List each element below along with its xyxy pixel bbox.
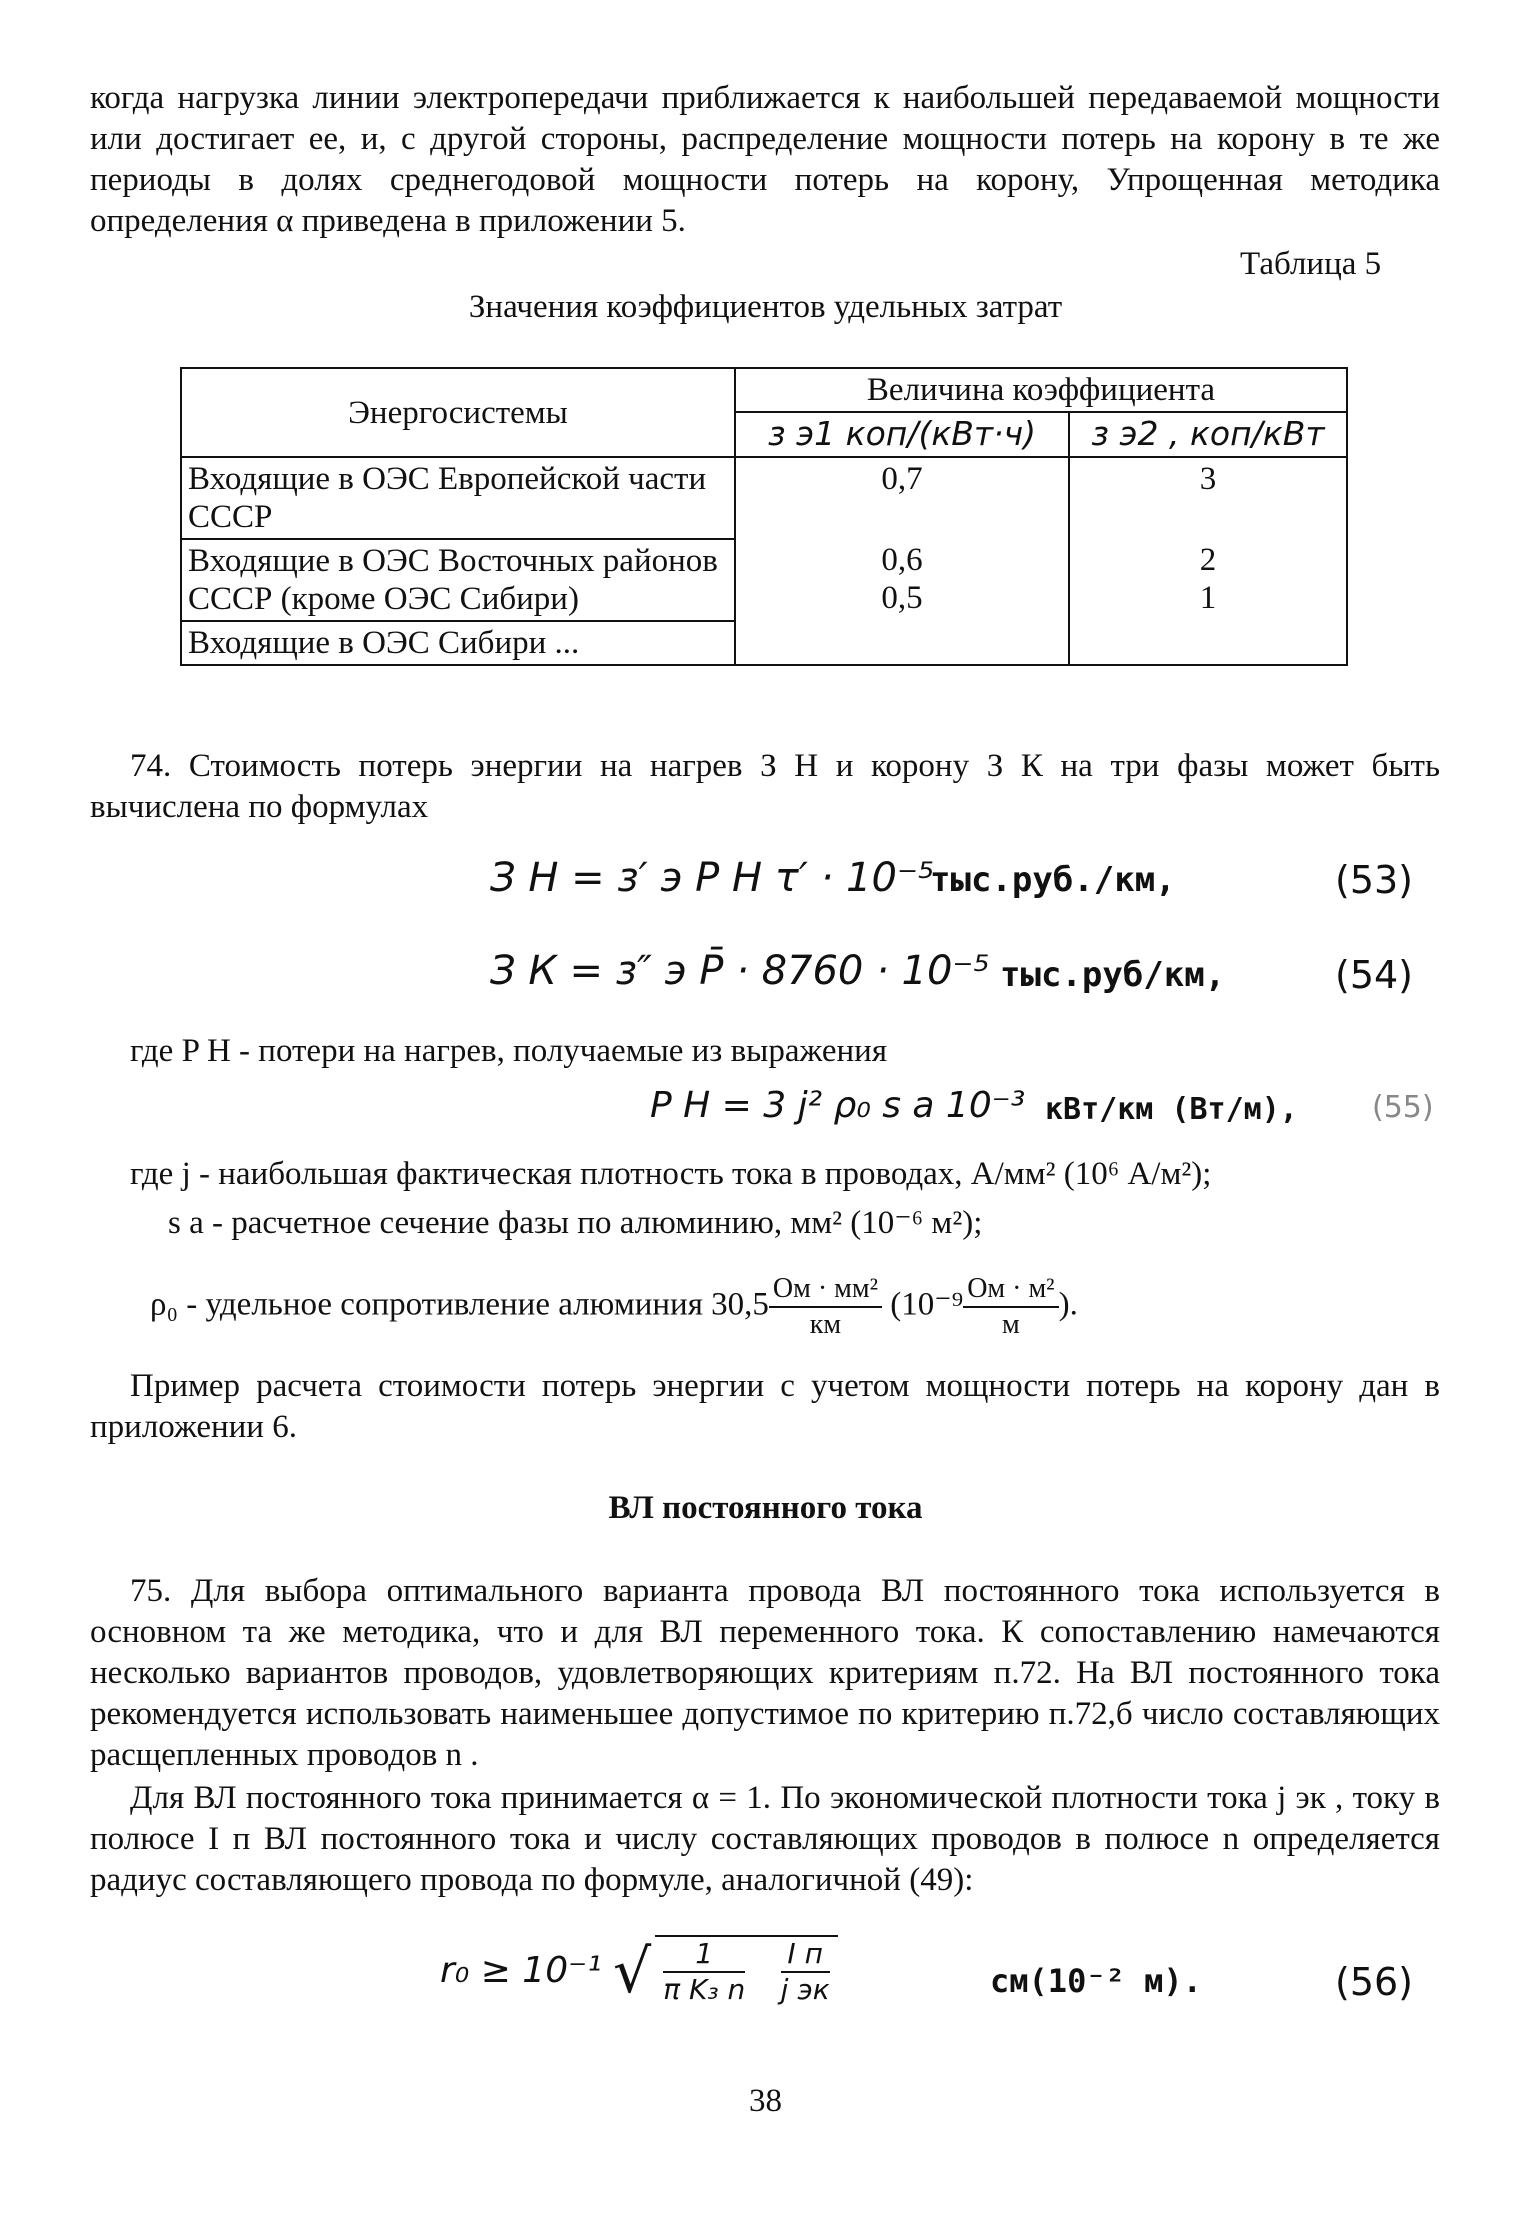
row-system-name: Входящие в ОЭС Европейской части СССР xyxy=(181,457,735,539)
formula-56-expr: r₀ ≥ 10⁻¹ √ $\frac{1}{\text{π K₃ n}}$ $\frac{\text{I п}}{\text{j эк}}$ xyxy=(440,1935,838,2007)
formula-55-unit: кВт/км (Вт/м), xyxy=(1045,1092,1298,1127)
paragraph-75: 75. Для выбора оптимального варианта провода ВЛ постоянного тока используется в основном та же методика, что и для ВЛ переменного тока. К сопоставлению намечаются несколько вариантов проводов, удовлетворяющих критериям п.72. На ВЛ постоянного тока рекомендуется использовать наименьшее допустимое по критерию п.72,б число составляющих расщепленных проводов n . xyxy=(90,1573,1440,1773)
def-j: где j - наибольшая фактическая плотность тока в проводах, А/мм² (10⁶ А/м²); xyxy=(130,1156,1212,1192)
row-z2-value-b: 1 xyxy=(1199,580,1217,616)
row-system-name: Входящие в ОЭС Восточных районов СССР (кроме ОЭС Сибири) xyxy=(181,539,735,621)
col-header-z2: з э2 , коп/кВт xyxy=(1069,412,1347,457)
formula-54-expr: З К = з″ э P̄ · 8760 · 10⁻⁵ xyxy=(490,948,990,994)
rho-fraction-1: $\frac{\text{Ом · мм²}}{км}$ xyxy=(769,1272,882,1342)
formula-56-radical: $\frac{1}{\text{π K₃ n}}$ $\frac{\text{I п}}{\text{j эк}}$ xyxy=(655,1935,837,2007)
col-header-systems: Энергосистемы xyxy=(181,368,735,457)
formula-53-unit: тыс.руб./км, xyxy=(930,860,1176,900)
table-row xyxy=(181,621,1347,665)
row-z1-value-b: 0,5 xyxy=(881,580,923,616)
example-paragraph: Пример расчета стоимости потерь энергии с учетом мощности потерь на корону дан в приложении 6. xyxy=(90,1368,1440,1445)
col-header-value: Величина коэффициента xyxy=(735,368,1347,412)
row-z2-value-a: 2 xyxy=(1199,542,1217,578)
intro-paragraph: когда нагрузка линии электропередачи приближается к наибольшей передаваемой мощности или достигает ее, и, с другой стороны, распределение мощности потерь на корону в те же периоды в долях среднегодовой мощности потерь на корону, Упрощенная методика определения α приведена в приложении 5. xyxy=(90,80,1440,239)
row-z1-value xyxy=(735,539,1069,621)
row-system-name: Входящие в ОЭС Сибири ... xyxy=(181,621,735,665)
formula-54-number: (54) xyxy=(1335,953,1414,997)
formula-53-number: (53) xyxy=(1335,858,1414,902)
row-z1-value-a: 0,6 xyxy=(881,542,923,578)
table-title: Значения коэффициентов удельных затрат xyxy=(468,289,1063,325)
table-row xyxy=(181,457,1347,539)
rho-fraction-2: $\frac{\text{Ом · м²}}{м}$ xyxy=(963,1272,1058,1342)
where-ph: где P Н - потери на нагрев, получаемые из выражения xyxy=(130,1033,888,1069)
col-header-z1: з э1 коп/(кВт·ч) xyxy=(735,412,1069,457)
formula-53-expr: З Н = з′ э P Н τ′ · 10⁻⁵ xyxy=(490,855,935,901)
formula-55-number: (55) xyxy=(1372,1090,1434,1125)
paragraph-74: 74. Стоимость потерь энергии на нагрев З Н и корону З К на три фазы может быть вычислена по формулах xyxy=(90,748,1440,825)
def-sa: s а - расчетное сечение фазы по алюминию, мм² (10⁻⁶ м²); xyxy=(168,1205,983,1241)
paragraph-76: Для ВЛ постоянного тока принимается α = 1. По экономической плотности тока j эк , току в полюсе I п ВЛ постоянного тока и числу составляющих проводов в полюсе n определяется радиус составляющего провода по формуле, аналогичной (49): xyxy=(90,1780,1440,1898)
def-rho: ρ₀ - удельное сопротивление алюминия 30,5 $\frac{\text{Ом · мм²}}{км}$ (10⁻⁹ $\frac{\text{Ом · м²}}{м}$ ). xyxy=(150,1273,1078,1340)
row-z1-value: 0,7 xyxy=(735,457,1069,539)
row-z2-value: 3 xyxy=(1069,457,1347,539)
section-title: ВЛ постоянного тока xyxy=(608,1490,923,1526)
table-row xyxy=(181,539,1347,621)
formula-56-number: (56) xyxy=(1335,1960,1414,2004)
formula-56-unit: см(10⁻² м). xyxy=(990,1962,1202,2000)
page-number: 38 xyxy=(749,2083,782,2119)
formula-55-expr: P Н = 3 j² ρ₀ s а 10⁻³ xyxy=(650,1085,1026,1126)
row-z2-value xyxy=(1069,539,1347,621)
formula-54-unit: тыс.руб/км, xyxy=(1000,955,1226,995)
coefficients-table xyxy=(180,367,1348,666)
table-label: Таблица 5 xyxy=(1240,246,1382,282)
